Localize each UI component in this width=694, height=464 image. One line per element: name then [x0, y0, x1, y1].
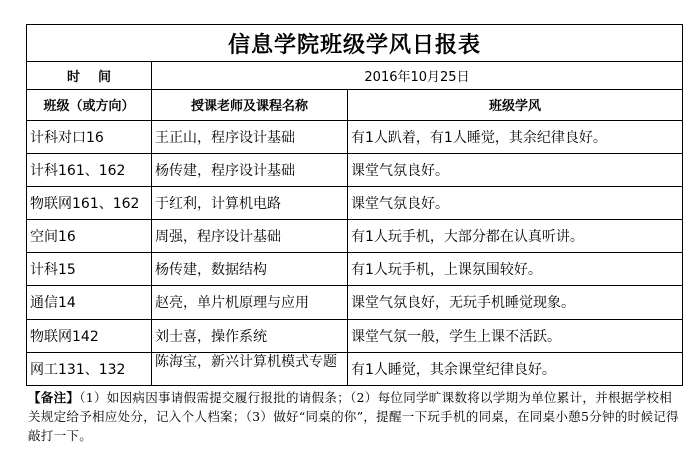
table-row: [27, 319, 683, 352]
header-class: 班级（或方向）: [27, 90, 152, 120]
table-row: [27, 286, 683, 319]
daily-report-table: [26, 24, 683, 386]
class-cell: 物联网161、162: [27, 186, 152, 219]
class-cell: 计科161、162: [27, 153, 152, 186]
teacher-course-cell: 陈海宝，新兴计算机模式专题: [152, 352, 348, 385]
style-cell: 课堂气氛良好。: [348, 153, 683, 186]
table-row: [27, 153, 683, 186]
remarks-note: [28, 388, 684, 445]
class-cell: 计科对口16: [27, 120, 152, 153]
teacher-course-cell: 周强，程序设计基础: [152, 220, 348, 253]
table-row: [27, 220, 683, 253]
teacher-course-cell: 赵亮，单片机原理与应用: [152, 286, 348, 319]
header-row: [27, 90, 683, 120]
header-teacher-course: 授课老师及课程名称: [152, 90, 348, 120]
report-date: 2016年10月25日: [152, 62, 683, 90]
style-cell: 有1人玩手机，上课氛围较好。: [348, 253, 683, 286]
table-row: [27, 120, 683, 153]
class-cell: 通信14: [27, 286, 152, 319]
remarks-label: 【备注】: [28, 390, 80, 405]
style-cell: 有1人趴着，有1人睡觉，其余纪律良好。: [348, 120, 683, 153]
class-cell: 物联网142: [27, 319, 152, 352]
style-cell: 课堂气氛良好。: [348, 186, 683, 219]
teacher-course-cell: 杨传建，程序设计基础: [152, 153, 348, 186]
teacher-course-cell: 王正山，程序设计基础: [152, 120, 348, 153]
style-cell: 课堂气氛良好，无玩手机睡觉现象。: [348, 286, 683, 319]
time-label: 时 间: [27, 62, 152, 90]
style-cell: 有1人玩手机，大部分都在认真听讲。: [348, 220, 683, 253]
report-title: 信息学院班级学风日报表: [27, 25, 683, 62]
table-row: [27, 253, 683, 286]
table-row: [27, 186, 683, 219]
class-cell: 计科15: [27, 253, 152, 286]
time-row: [27, 62, 683, 90]
class-cell: 空间16: [27, 220, 152, 253]
remarks-text: （1）如因病因事请假需提交履行报批的请假条；（2）每位同学旷课数将以学期为单位累计，并根据学校相关规定给予相应处分，记入个人档案；（3）做好“同桌的你”，提醒一下玩手机的同桌，在同桌小憩5分钟的时候记得敲打一下。: [28, 390, 679, 443]
style-cell: 课堂气氛一般，学生上课不活跃。: [348, 319, 683, 352]
header-style: 班级学风: [348, 90, 683, 120]
teacher-course-cell: 于红利，计算机电路: [152, 186, 348, 219]
title-row: [27, 25, 683, 62]
style-cell: 有1人睡觉，其余课堂纪律良好。: [348, 352, 683, 385]
teacher-course-cell: 杨传建，数据结构: [152, 253, 348, 286]
teacher-course-cell: 刘士喜，操作系统: [152, 319, 348, 352]
class-cell: 网工131、132: [27, 352, 152, 385]
table-row: [27, 352, 683, 385]
